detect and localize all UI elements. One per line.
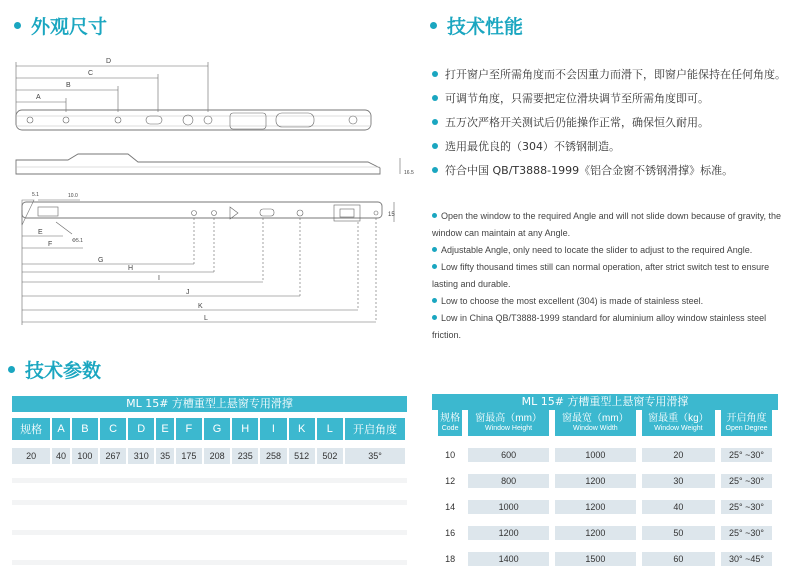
table-cell: 1200 xyxy=(555,474,636,488)
section-title-parameters xyxy=(8,356,101,383)
table-cell: 35 xyxy=(156,448,173,464)
table-header-cell: 开启角度 xyxy=(345,418,405,440)
dim-label: 15 xyxy=(388,212,395,218)
dim-label: A xyxy=(36,94,41,101)
bullet-dot xyxy=(14,22,21,29)
table-cell: 35° xyxy=(345,448,405,464)
table-cell: 30° ~45° xyxy=(721,552,772,566)
bullet-dot xyxy=(432,167,438,173)
dim-label: Φ5.1 xyxy=(72,238,83,244)
features-cn-list xyxy=(432,62,792,182)
table-header-cell: 窗最高（mm） Window Height xyxy=(468,410,549,436)
feature-en-item: Low fifty thousand times still can normal operation, after strict switch test to ensure lasting and durable. xyxy=(432,262,770,289)
table-header-cell: D xyxy=(128,418,154,440)
slider-slot xyxy=(276,113,314,127)
table-header-cell: 窗最宽（mm） Window Width xyxy=(555,410,636,436)
table-row xyxy=(438,500,772,514)
table-header-cell: 规格 xyxy=(12,418,50,440)
table-cell: 12 xyxy=(445,476,456,486)
section-title-dimensions xyxy=(14,12,107,39)
table-row xyxy=(438,474,772,488)
bullet-dot xyxy=(432,95,438,101)
dim-label: F xyxy=(48,241,53,248)
faint-line xyxy=(12,530,407,535)
hole xyxy=(297,210,303,216)
slot xyxy=(260,209,274,216)
table-cell: 600 xyxy=(468,448,549,462)
feature-cn-item: 五万次严格开关测试后仍能操作正常，确保恒久耐用。 xyxy=(432,110,792,134)
table-row xyxy=(12,448,405,464)
table-cell: 25° ~30° xyxy=(721,500,772,514)
table-header-cell: 窗最重（kg） Window Weight xyxy=(642,410,715,436)
dim-label: E xyxy=(38,229,43,236)
feature-cn-item: 符合中国 QB/T3888-1999《铝合金窗不锈钢滑撑》标准。 xyxy=(432,158,792,182)
bullet-dot xyxy=(8,366,15,373)
table-cell: 1400 xyxy=(468,552,549,566)
section-title-text: 外观尺寸 xyxy=(31,16,108,38)
feature-en-item: Low to choose the most excellent (304) is made of stainless steel. xyxy=(432,293,784,310)
dim-label: B xyxy=(66,82,71,89)
table-cell: 30 xyxy=(642,474,715,488)
rivet xyxy=(183,115,193,125)
table-cell: 1200 xyxy=(555,500,636,514)
rivet xyxy=(349,116,357,124)
specification-table xyxy=(432,410,778,566)
table-cell: 502 xyxy=(317,448,343,464)
table-cell: 1500 xyxy=(555,552,636,566)
table-cell: 20 xyxy=(642,448,715,462)
dim-label: 16.5 xyxy=(404,170,414,176)
slider-block xyxy=(230,113,266,129)
table-cell: 18 xyxy=(445,554,456,564)
dim-label: D xyxy=(106,58,112,65)
section-title-text: 技术性能 xyxy=(447,16,524,38)
table-cell: 512 xyxy=(289,448,315,464)
feature-cn-item: 可调节角度，只需要把定位滑块调节至所需角度即可。 xyxy=(432,86,792,110)
hole xyxy=(63,117,69,123)
dimension-drawing xyxy=(8,50,418,340)
table-cell: 60 xyxy=(642,552,715,566)
feature-en-item: Low in China QB/T3888-1999 standard for aluminium alloy window stainless steel friction. xyxy=(432,313,767,340)
table-header-cell: I xyxy=(260,418,286,440)
table-cell: 235 xyxy=(232,448,258,464)
table-cell: 25° ~30° xyxy=(721,526,772,540)
table-cell: 25° ~30° xyxy=(721,474,772,488)
bullet-dot xyxy=(430,22,437,29)
dim-label: 5.1 xyxy=(32,192,39,198)
end-slot xyxy=(38,207,58,216)
table-cell: 267 xyxy=(100,448,126,464)
table-header-cell: E xyxy=(156,418,173,440)
slot xyxy=(146,116,162,124)
section-title-text: 技术参数 xyxy=(25,360,102,382)
table-cell: 100 xyxy=(72,448,98,464)
table-cell: 1200 xyxy=(468,526,549,540)
faint-line xyxy=(12,560,407,565)
slide-side-view xyxy=(16,154,380,174)
dim-label: K xyxy=(198,303,203,310)
dimension-table xyxy=(10,418,407,464)
table2-title: ML 15# 方槽重型上悬窗专用滑撑 xyxy=(432,394,778,410)
table-header-cell: H xyxy=(232,418,258,440)
table-cell: 800 xyxy=(468,474,549,488)
bullet-dot xyxy=(432,119,438,125)
feature-en-item: Adjustable Angle, only need to locate the slider to adjust to the required Angle. xyxy=(432,242,784,259)
arrow-mark xyxy=(230,207,238,219)
section-title-performance xyxy=(430,12,523,39)
dim-label: I xyxy=(158,275,160,282)
table-header-cell: F xyxy=(176,418,202,440)
table-cell: 40 xyxy=(642,500,715,514)
table-cell: 40 xyxy=(52,448,69,464)
feature-cn-item: 打开窗户至所需角度而不会因重力而滑下，即窗户能保持在任何角度。 xyxy=(432,62,792,86)
table-cell: 25° ~30° xyxy=(721,448,772,462)
table-cell: 16 xyxy=(445,528,456,538)
bullet-dot xyxy=(432,213,437,218)
bullet-dot xyxy=(432,315,437,320)
hole xyxy=(212,211,217,216)
bullet-dot xyxy=(432,298,437,303)
dim-label: C xyxy=(88,70,94,77)
table-cell: 1000 xyxy=(468,500,549,514)
dim-label: H xyxy=(128,265,134,272)
table-cell: 258 xyxy=(260,448,286,464)
table-header-cell: L xyxy=(317,418,343,440)
features-en-list xyxy=(432,208,784,344)
table-header-cell: K xyxy=(289,418,315,440)
bullet-dot xyxy=(432,71,438,77)
table-cell: 10 xyxy=(445,450,456,460)
dim-label: J xyxy=(186,289,190,296)
hole xyxy=(27,117,33,123)
faint-line xyxy=(12,500,407,505)
rivet xyxy=(204,116,212,124)
table-cell: 14 xyxy=(445,502,456,512)
table-header-cell: A xyxy=(52,418,69,440)
table-cell: 1200 xyxy=(555,526,636,540)
table-cell: 20 xyxy=(12,448,50,464)
table-cell: 175 xyxy=(176,448,202,464)
feature-en-item: Open the window to the required Angle and will not slide down because of gravity, the window can maintain at any Angle. xyxy=(432,211,782,238)
table-row xyxy=(438,448,772,462)
table1-title: ML 15# 方槽重型上悬窗专用滑撑 xyxy=(12,396,407,412)
table-row xyxy=(438,552,772,566)
slide-body-bottom xyxy=(22,202,382,218)
table-header-cell: B xyxy=(72,418,98,440)
table-cell: 1000 xyxy=(555,448,636,462)
hole xyxy=(115,117,121,123)
dim-label: G xyxy=(98,257,104,264)
bullet-dot xyxy=(432,143,438,149)
hole xyxy=(192,211,197,216)
bullet-dot xyxy=(432,247,437,252)
table-header-cell: 开启角度 Open Degree xyxy=(721,410,772,436)
table-header-cell: G xyxy=(204,418,230,440)
bullet-dot xyxy=(432,264,437,269)
table-header-cell: C xyxy=(100,418,126,440)
table-header-cell: 规格 Code xyxy=(438,410,462,436)
hole xyxy=(374,211,378,215)
table-header-row xyxy=(438,410,772,436)
table-cell: 208 xyxy=(204,448,230,464)
dim-label: 10.0 xyxy=(68,193,78,199)
table-header-row xyxy=(12,418,405,440)
slider-block xyxy=(334,205,360,221)
table-row xyxy=(438,526,772,540)
table-cell: 310 xyxy=(128,448,154,464)
faint-line xyxy=(12,478,407,483)
table-cell: 50 xyxy=(642,526,715,540)
feature-cn-item: 选用最优良的（304）不锈钢制造。 xyxy=(432,134,792,158)
dim-label: L xyxy=(204,315,208,322)
